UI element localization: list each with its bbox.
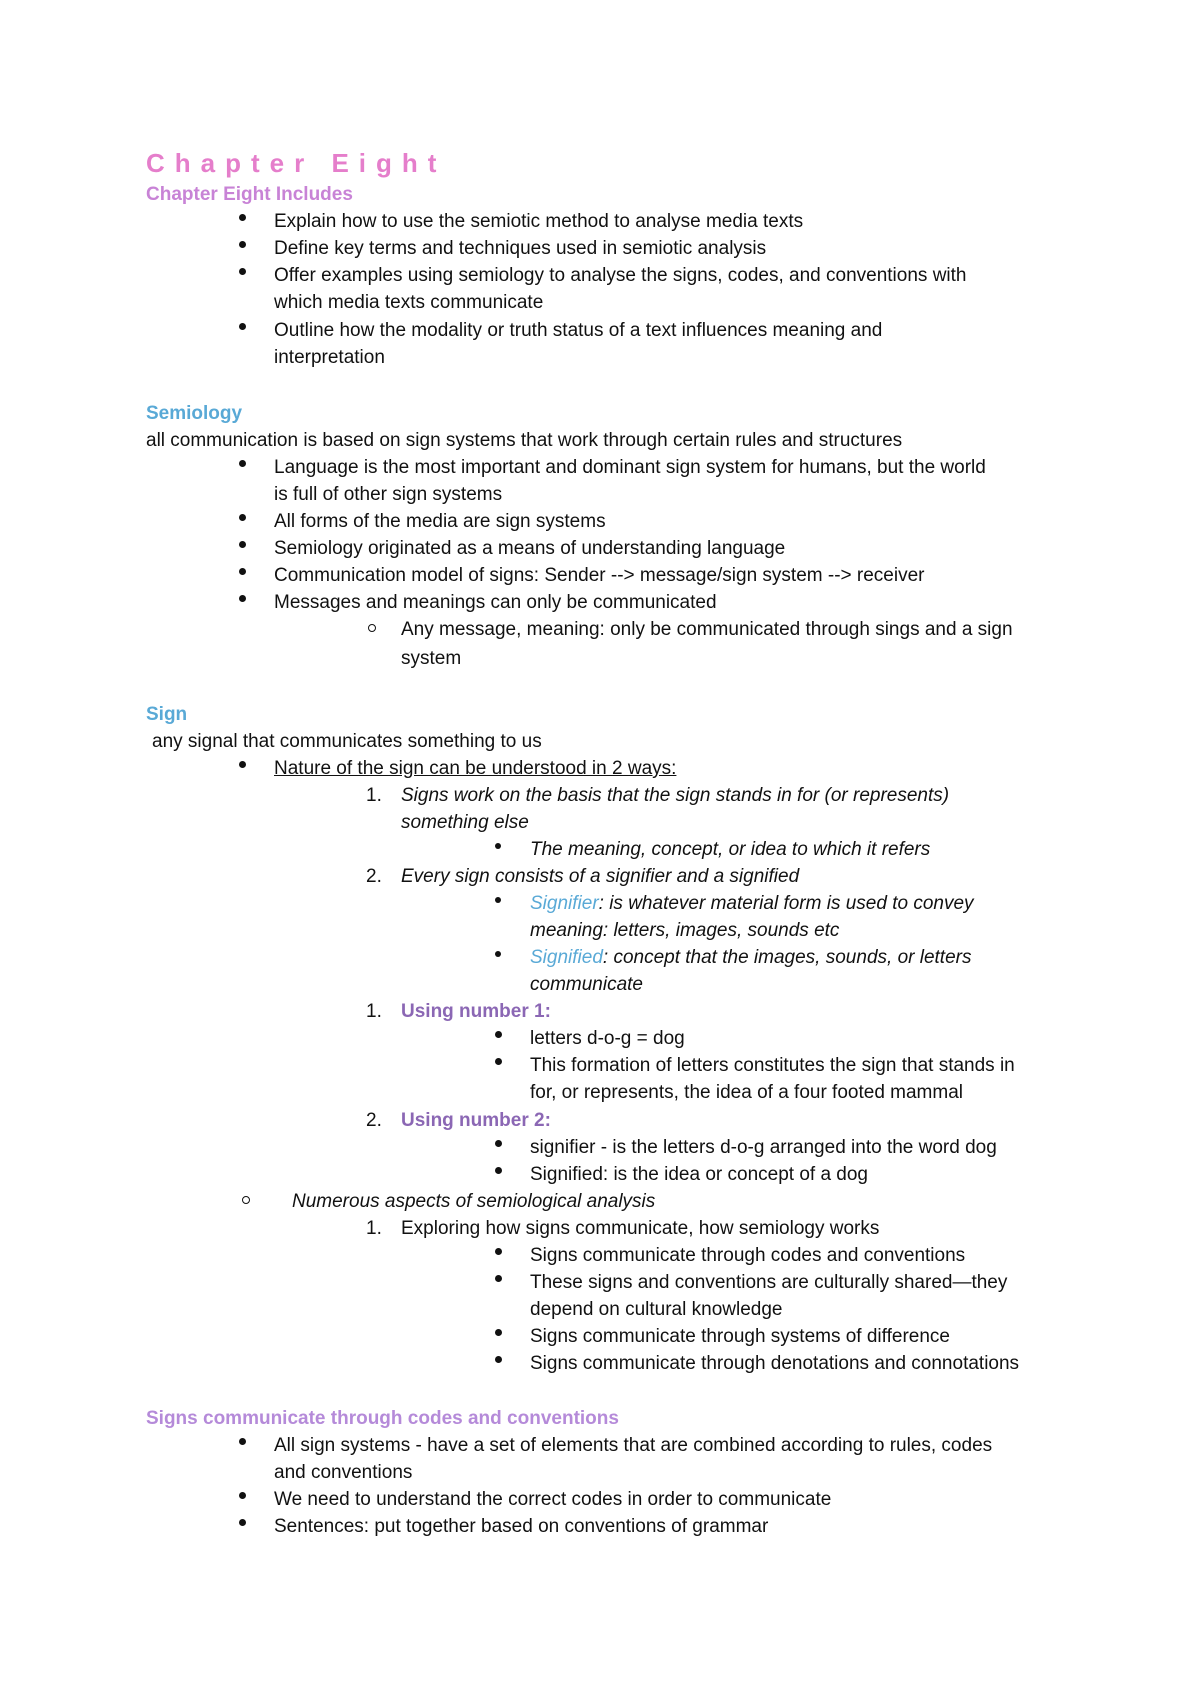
page-title: Chapter Eight: [146, 148, 447, 178]
list-item: Signs communicate through systems of difference: [530, 1326, 950, 1347]
list-item: Offer examples using semiology to analyse the signs, codes, and conventions with: [274, 265, 967, 286]
sign-heading: Sign: [146, 704, 188, 725]
bullet-icon: [239, 595, 246, 602]
sign-intro: any signal that communicates something to us: [152, 731, 542, 752]
bullet-icon: [495, 1248, 502, 1255]
bullet-icon: [239, 514, 246, 521]
list-item-continued: depend on cultural knowledge: [530, 1299, 783, 1320]
bullet-icon: [495, 1275, 502, 1282]
bullet-icon: [495, 843, 501, 849]
list-item: We need to understand the correct codes in order to communicate: [274, 1489, 832, 1510]
list-item: Signs communicate through denotations and connotations: [530, 1353, 1020, 1374]
list-item: Any message, meaning: only be communicated through sings and a sign: [401, 619, 1013, 640]
list-item-continued: which media texts communicate: [274, 292, 544, 313]
bullet-icon: [495, 897, 501, 903]
list-number: 2.: [366, 1110, 382, 1131]
bullet-icon: [239, 1492, 246, 1499]
list-item: Exploring how signs communicate, how semiology works: [401, 1218, 880, 1239]
using-number-1-heading: Using number 1:: [401, 1001, 551, 1022]
bullet-icon: [239, 761, 246, 768]
using-number-2-heading: Using number 2:: [401, 1110, 551, 1131]
list-item: signifier - is the letters d-o-g arranged into the word dog: [530, 1137, 997, 1158]
includes-heading: Chapter Eight Includes: [146, 184, 353, 205]
bullet-icon: [495, 1329, 502, 1336]
list-item-continued: is full of other sign systems: [274, 484, 503, 505]
list-item: Sentences: put together based on conventions of grammar: [274, 1516, 769, 1537]
list-item-continued: and conventions: [274, 1462, 413, 1483]
list-item: Semiology originated as a means of understanding language: [274, 538, 786, 559]
bullet-icon: [239, 568, 246, 575]
bullet-icon: [495, 951, 501, 957]
list-item-continued: system: [401, 648, 462, 669]
list-item: letters d-o-g = dog: [530, 1028, 685, 1049]
list-item: Language is the most important and dominant sign system for humans, but the world: [274, 457, 986, 478]
list-item: Every sign consists of a signifier and a signified: [401, 866, 800, 887]
nature-of-sign: Nature of the sign can be understood in 2 ways:: [274, 758, 677, 779]
bullet-icon: [239, 323, 246, 330]
list-item: The meaning, concept, or idea to which it refers: [530, 839, 931, 860]
list-item: All forms of the media are sign systems: [274, 511, 606, 532]
list-item: Signs work on the basis that the sign stands in for (or represents): [401, 785, 950, 806]
list-number: 1.: [366, 1218, 382, 1239]
list-number: 2.: [366, 866, 382, 887]
list-item: Messages and meanings can only be communicated: [274, 592, 717, 613]
signifier-text: : is whatever material form is used to convey: [598, 893, 974, 914]
bullet-icon: [239, 214, 246, 221]
list-item-continued: something else: [401, 812, 529, 833]
bullet-icon: [239, 460, 246, 467]
list-item-continued: meaning: letters, images, sounds etc: [530, 920, 840, 941]
bullet-icon: [495, 1167, 502, 1174]
signified-item: [530, 944, 971, 971]
codes-heading: Signs communicate through codes and conventions: [146, 1408, 619, 1429]
list-item-continued: communicate: [530, 974, 643, 995]
circle-bullet-icon: [368, 624, 376, 632]
bullet-icon: [239, 268, 246, 275]
signified-text: : concept that the images, sounds, or letters: [602, 947, 972, 968]
list-item: Signs communicate through codes and conventions: [530, 1245, 966, 1266]
list-item: Explain how to use the semiotic method to analyse media texts: [274, 211, 804, 232]
signifier-label: Signifier: [530, 893, 599, 914]
bullet-icon: [239, 1519, 246, 1526]
bullet-icon: [495, 1058, 502, 1065]
list-item: Define key terms and techniques used in semiotic analysis: [274, 238, 767, 259]
list-item: Signified: is the idea or concept of a dog: [530, 1164, 869, 1185]
list-item: Communication model of signs: Sender --> message/sign system --> receiver: [274, 565, 925, 586]
bullet-icon: [239, 541, 246, 548]
signifier-item: [530, 890, 974, 917]
bullet-icon: [239, 241, 246, 248]
list-item: These signs and conventions are culturally shared—they: [530, 1272, 1008, 1293]
signified-label: Signified: [530, 947, 603, 968]
list-item: All sign systems - have a set of elements that are combined according to rules, codes: [274, 1435, 993, 1456]
semiology-heading: Semiology: [146, 403, 243, 424]
aspects-item: Numerous aspects of semiological analysis: [292, 1191, 656, 1212]
bullet-icon: [495, 1140, 502, 1147]
list-item-continued: for, or represents, the idea of a four footed mammal: [530, 1082, 964, 1103]
list-item: Outline how the modality or truth status of a text influences meaning and: [274, 320, 883, 341]
semiology-intro: all communication is based on sign systems that work through certain rules and structures: [146, 430, 903, 451]
bullet-icon: [495, 1356, 502, 1363]
list-number: 1.: [366, 785, 382, 806]
bullet-icon: [239, 1438, 246, 1445]
list-number: 1.: [366, 1001, 382, 1022]
list-item: This formation of letters constitutes the sign that stands in: [530, 1055, 1015, 1076]
list-item-continued: interpretation: [274, 347, 385, 368]
bullet-icon: [495, 1031, 502, 1038]
circle-bullet-icon: [242, 1196, 250, 1204]
